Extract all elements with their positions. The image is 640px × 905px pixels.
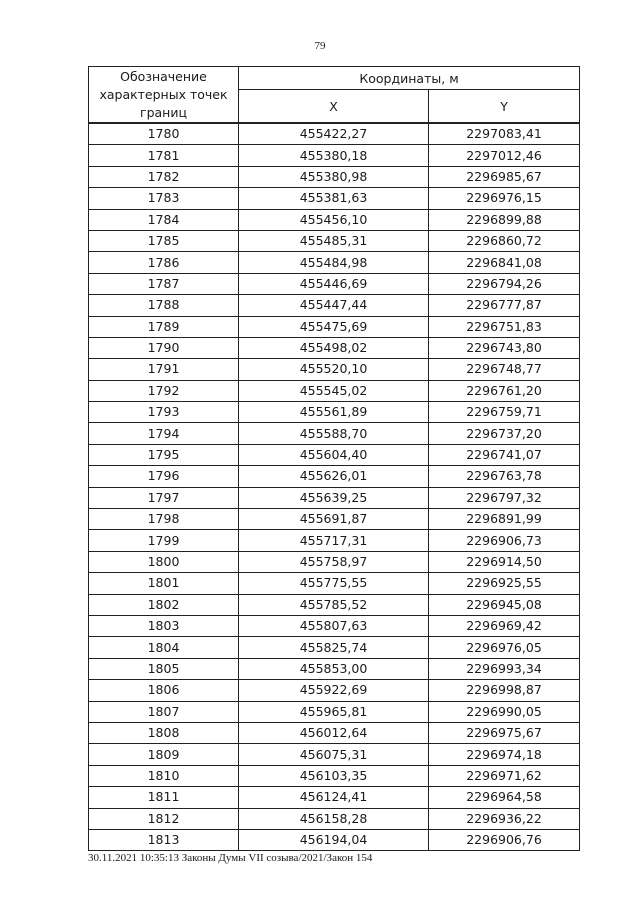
table-row [89, 466, 580, 487]
table-row [89, 722, 580, 743]
x-coordinate-cell: 455807,63 [239, 615, 429, 636]
point-number-cell: 1785 [89, 230, 239, 251]
point-number-cell: 1803 [89, 615, 239, 636]
y-coordinate-cell: 2296906,76 [429, 829, 580, 850]
x-coordinate-cell: 455381,63 [239, 188, 429, 209]
x-coordinate-cell: 455922,69 [239, 680, 429, 701]
point-number-cell: 1807 [89, 701, 239, 722]
x-coordinate-cell: 456158,28 [239, 808, 429, 829]
point-number-cell: 1808 [89, 722, 239, 743]
y-coordinate-cell: 2296976,15 [429, 188, 580, 209]
y-coordinate-cell: 2296969,42 [429, 615, 580, 636]
table-row [89, 615, 580, 636]
point-number-cell: 1799 [89, 530, 239, 551]
x-coordinate-cell: 455422,27 [239, 123, 429, 145]
y-coordinate-cell: 2296748,77 [429, 359, 580, 380]
point-number-cell: 1800 [89, 551, 239, 572]
x-coordinate-cell: 455498,02 [239, 337, 429, 358]
table-row [89, 765, 580, 786]
table-row [89, 230, 580, 251]
y-coordinate-cell: 2297012,46 [429, 145, 580, 166]
y-coordinate-cell: 2296945,08 [429, 594, 580, 615]
x-coordinate-cell: 455717,31 [239, 530, 429, 551]
y-coordinate-cell: 2297083,41 [429, 123, 580, 145]
y-coordinate-cell: 2296906,73 [429, 530, 580, 551]
x-coordinate-cell: 455456,10 [239, 209, 429, 230]
point-number-cell: 1804 [89, 637, 239, 658]
table-row [89, 423, 580, 444]
y-coordinate-cell: 2296737,20 [429, 423, 580, 444]
point-number-cell: 1786 [89, 252, 239, 273]
table-row [89, 402, 580, 423]
y-coordinate-cell: 2296976,05 [429, 637, 580, 658]
point-number-cell: 1801 [89, 573, 239, 594]
point-number-cell: 1812 [89, 808, 239, 829]
point-number-cell: 1802 [89, 594, 239, 615]
y-coordinate-cell: 2296759,71 [429, 402, 580, 423]
point-number-cell: 1805 [89, 658, 239, 679]
y-coordinate-cell: 2296763,78 [429, 466, 580, 487]
table-row [89, 145, 580, 166]
y-coordinate-cell: 2296761,20 [429, 380, 580, 401]
point-number-cell: 1811 [89, 787, 239, 808]
x-coordinate-cell: 455853,00 [239, 658, 429, 679]
x-coordinate-cell: 455691,87 [239, 509, 429, 530]
table-row [89, 273, 580, 294]
table-row [89, 658, 580, 679]
y-coordinate-cell: 2296841,08 [429, 252, 580, 273]
y-coordinate-cell: 2296985,67 [429, 166, 580, 187]
x-coordinate-cell: 455626,01 [239, 466, 429, 487]
y-coordinate-cell: 2296998,87 [429, 680, 580, 701]
table-row [89, 787, 580, 808]
x-coordinate-cell: 456103,35 [239, 765, 429, 786]
table-row [89, 123, 580, 145]
x-coordinate-cell: 455775,55 [239, 573, 429, 594]
point-number-cell: 1809 [89, 744, 239, 765]
table-row [89, 337, 580, 358]
x-coordinate-cell: 455758,97 [239, 551, 429, 572]
table-row [89, 701, 580, 722]
y-coordinate-cell: 2296925,55 [429, 573, 580, 594]
point-designation-header: Обозначение характерных точек границ [89, 67, 239, 124]
x-coordinate-cell: 456012,64 [239, 722, 429, 743]
table-row [89, 359, 580, 380]
table-row [89, 808, 580, 829]
table-row [89, 444, 580, 465]
point-number-cell: 1788 [89, 295, 239, 316]
y-coordinate-cell: 2296899,88 [429, 209, 580, 230]
y-coordinate-cell: 2296741,07 [429, 444, 580, 465]
table-row [89, 487, 580, 508]
x-coordinate-cell: 455447,44 [239, 295, 429, 316]
y-column-header: Y [429, 90, 580, 124]
table-body [89, 123, 580, 851]
table-row [89, 295, 580, 316]
point-number-cell: 1795 [89, 444, 239, 465]
table-row [89, 188, 580, 209]
page-number: 79 [314, 40, 326, 52]
x-coordinate-cell: 455545,02 [239, 380, 429, 401]
point-number-cell: 1783 [89, 188, 239, 209]
table-row [89, 316, 580, 337]
table-row [89, 551, 580, 572]
y-coordinate-cell: 2296975,67 [429, 722, 580, 743]
y-coordinate-cell: 2296964,58 [429, 787, 580, 808]
y-coordinate-cell: 2296993,34 [429, 658, 580, 679]
point-number-cell: 1784 [89, 209, 239, 230]
table-row [89, 209, 580, 230]
point-number-cell: 1813 [89, 829, 239, 850]
table-row [89, 829, 580, 850]
point-number-cell: 1791 [89, 359, 239, 380]
x-coordinate-cell: 455380,98 [239, 166, 429, 187]
point-number-cell: 1790 [89, 337, 239, 358]
coordinates-header: Координаты, м [239, 67, 580, 90]
table-row [89, 252, 580, 273]
x-coordinate-cell: 455446,69 [239, 273, 429, 294]
table-row [89, 166, 580, 187]
point-number-cell: 1797 [89, 487, 239, 508]
table-row [89, 680, 580, 701]
y-coordinate-cell: 2296797,32 [429, 487, 580, 508]
x-coordinate-cell: 455825,74 [239, 637, 429, 658]
point-number-cell: 1780 [89, 123, 239, 145]
point-number-cell: 1789 [89, 316, 239, 337]
point-number-cell: 1781 [89, 145, 239, 166]
x-coordinate-cell: 456075,31 [239, 744, 429, 765]
point-number-cell: 1796 [89, 466, 239, 487]
y-coordinate-cell: 2296971,62 [429, 765, 580, 786]
y-coordinate-cell: 2296891,99 [429, 509, 580, 530]
x-coordinate-cell: 455485,31 [239, 230, 429, 251]
coordinates-table [88, 66, 580, 851]
point-number-cell: 1787 [89, 273, 239, 294]
table-row [89, 637, 580, 658]
table-row [89, 573, 580, 594]
y-coordinate-cell: 2296794,26 [429, 273, 580, 294]
y-coordinate-cell: 2296990,05 [429, 701, 580, 722]
table-row [89, 509, 580, 530]
x-coordinate-cell: 455604,40 [239, 444, 429, 465]
y-coordinate-cell: 2296936,22 [429, 808, 580, 829]
table-row [89, 744, 580, 765]
x-coordinate-cell: 455520,10 [239, 359, 429, 380]
x-coordinate-cell: 456194,04 [239, 829, 429, 850]
point-number-cell: 1792 [89, 380, 239, 401]
x-coordinate-cell: 455588,70 [239, 423, 429, 444]
x-coordinate-cell: 455475,69 [239, 316, 429, 337]
x-coordinate-cell: 455380,18 [239, 145, 429, 166]
point-number-cell: 1794 [89, 423, 239, 444]
table-row [89, 380, 580, 401]
point-number-cell: 1782 [89, 166, 239, 187]
y-coordinate-cell: 2296914,50 [429, 551, 580, 572]
document-footer: 30.11.2021 10:35:13 Законы Думы VII созыва/2021/Закон 154 [88, 852, 373, 864]
y-coordinate-cell: 2296751,83 [429, 316, 580, 337]
y-coordinate-cell: 2296974,18 [429, 744, 580, 765]
x-coordinate-cell: 455639,25 [239, 487, 429, 508]
x-coordinate-cell: 455561,89 [239, 402, 429, 423]
x-coordinate-cell: 455785,52 [239, 594, 429, 615]
y-coordinate-cell: 2296777,87 [429, 295, 580, 316]
y-coordinate-cell: 2296743,80 [429, 337, 580, 358]
x-column-header: X [239, 90, 429, 124]
table-row [89, 594, 580, 615]
table-row [89, 530, 580, 551]
x-coordinate-cell: 455484,98 [239, 252, 429, 273]
y-coordinate-cell: 2296860,72 [429, 230, 580, 251]
x-coordinate-cell: 455965,81 [239, 701, 429, 722]
point-number-cell: 1793 [89, 402, 239, 423]
point-number-cell: 1806 [89, 680, 239, 701]
point-number-cell: 1810 [89, 765, 239, 786]
point-number-cell: 1798 [89, 509, 239, 530]
x-coordinate-cell: 456124,41 [239, 787, 429, 808]
table-header [89, 67, 580, 124]
